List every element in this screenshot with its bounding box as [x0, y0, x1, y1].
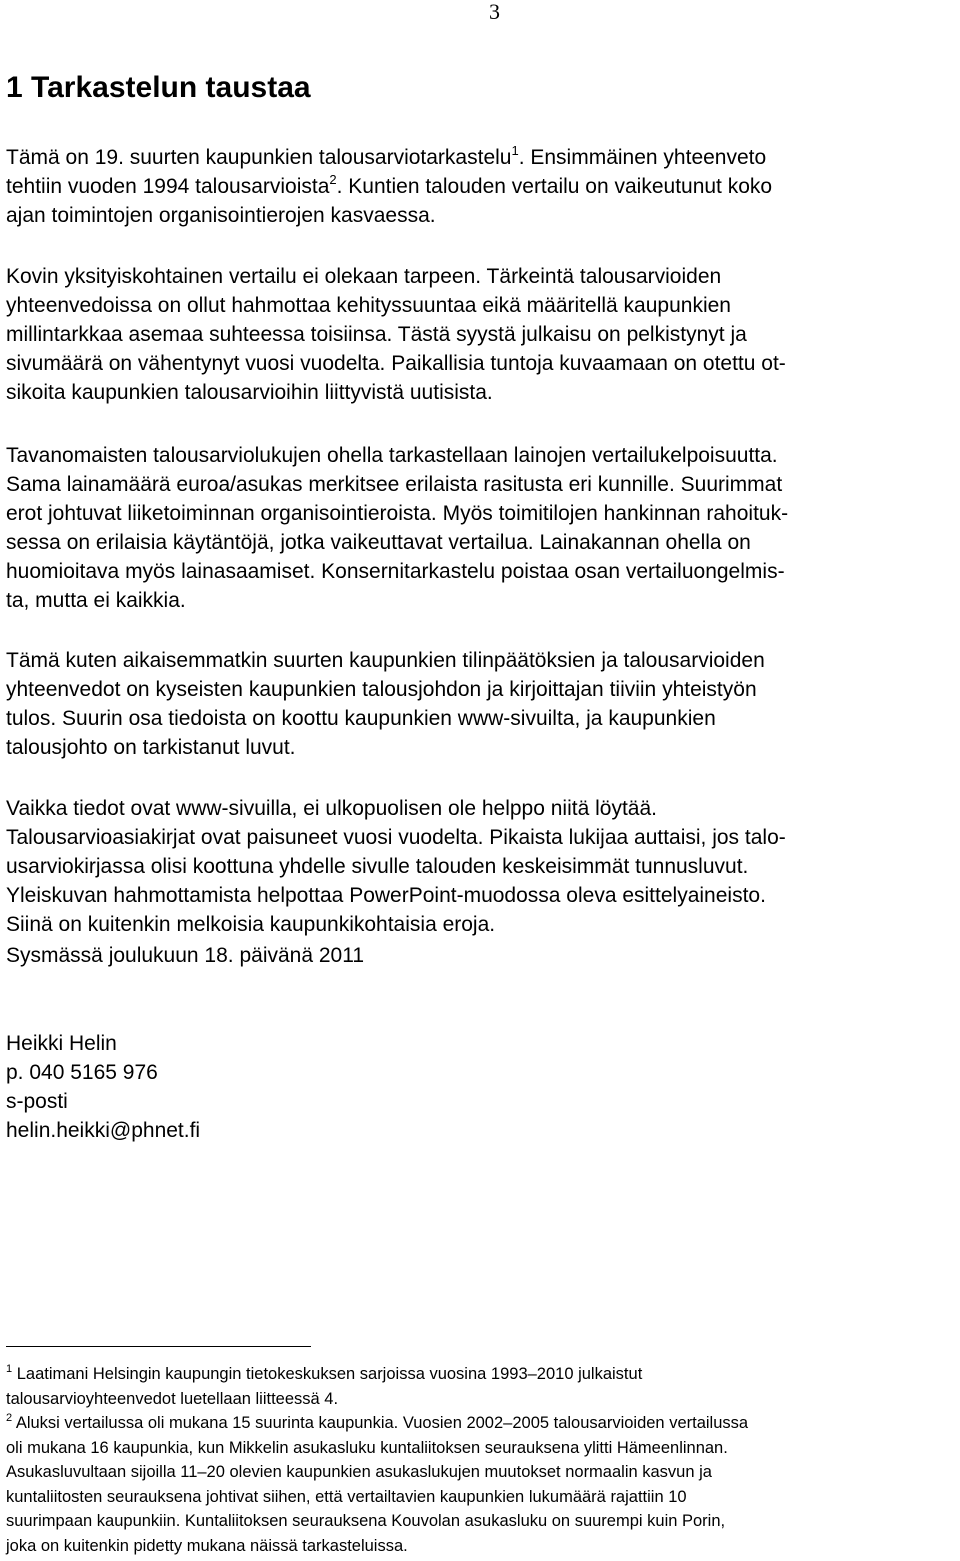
- paragraph-line: ajan toimintojen organisointierojen kasvaessa.: [6, 204, 436, 227]
- footnote-separator: [6, 1346, 311, 1347]
- footnote-line: oli mukana 16 kaupunkia, kun Mikkelin asukasluku kuntaliitoksen seurauksena ylitti Hämeenlinnan.: [6, 1438, 728, 1457]
- footnote-marker: 1: [6, 1362, 13, 1375]
- footnote-ref-1: 1: [511, 143, 519, 158]
- footnote-line: Asukasluvultaan sijoilla 11–20 olevien kaupunkien asukaslukujen muutokset normaalin kasvun ja: [6, 1463, 712, 1481]
- footnote-line: suurimpaan kaupunkiin. Kuntaliitoksen seurauksena Kouvolan asukasluku on suurempi kuin Porin,: [6, 1512, 726, 1530]
- page-number: 3: [489, 0, 500, 24]
- author-email: helin.heikki@phnet.fi: [6, 1119, 201, 1142]
- paragraph-line: usarviokirjassa olisi koottuna yhdelle sivulle talouden keskeisimmät tunnusluvut.: [6, 855, 749, 878]
- paragraph-line: tulos. Suurin osa tiedoista on koottu kaupunkien www-sivuilta, ja kaupunkien: [6, 707, 716, 730]
- footnote-1: [6, 1362, 960, 1411]
- author-contact: [6, 1029, 956, 1145]
- paragraph-line: sessa on erilaisia käytäntöjä, jotka vaikeuttavat vertailua. Lainakannan ohella on: [6, 531, 751, 554]
- section-heading: 1 Tarkastelun taustaa: [6, 71, 311, 104]
- paragraph-line: Tämä kuten aikaisemmatkin suurten kaupunkien tilinpäätöksien ja talousarvioiden: [6, 649, 765, 672]
- paragraph-line: Talousarvioasiakirjat ovat paisuneet vuosi vuodelta. Pikaista lukijaa auttaisi, jos talo-: [6, 826, 786, 849]
- paragraph-line: tehtiin vuoden 1994 talousarvioista$^2$. Kuntien talouden vertailu on vaikeutunut koko: [6, 172, 773, 198]
- footnote-line: joka on kuitenkin pidetty mukana näissä tarkasteluissa.: [6, 1536, 408, 1555]
- paragraph-intro: [6, 143, 956, 230]
- paragraph-loans: [6, 441, 956, 615]
- paragraph-line: millintarkkaa asemaa suhteessa toisiinsa. Tästä syystä julkaisu on pelkistynyt ja: [6, 323, 747, 346]
- paragraph-line: Kovin yksityiskohtainen vertailu ei olekaan tarpeen. Tärkeintä talousarvioiden: [6, 265, 722, 288]
- paragraph-line: talousjohto on tarkistanut luvut.: [6, 736, 296, 759]
- author-phone: p. 040 5165 976: [6, 1061, 158, 1084]
- paragraph-line: Siinä on kuitenkin melkoisia kaupunkikohtaisia eroja.: [6, 913, 496, 936]
- footnote-marker: 2: [6, 1411, 13, 1424]
- author-email-label: s-posti: [6, 1090, 68, 1113]
- date-line: [6, 941, 956, 970]
- paragraph-line: erot johtuvat liiketoiminnan organisointieroista. Myös toimitilojen hankinnan rahoituk-: [6, 502, 789, 525]
- paragraph-line: sivumäärä on vähentynyt vuosi vuodelta. Paikallisia tuntoja kuvaamaan on otettu ot-: [6, 352, 786, 375]
- paragraph-line: Tavanomaisten talousarviolukujen ohella tarkastellaan lainojen vertailukelpoisuutta.: [6, 444, 778, 467]
- paragraph-line: sikoita kaupunkien talousarvioihin liittyvistä uutisista.: [6, 381, 493, 404]
- footnote-ref-2: 2: [329, 172, 337, 187]
- paragraph-line: yhteenvedot on kyseisten kaupunkien talousjohdon ja kirjoittajan tiiviin yhteistyön: [6, 678, 757, 701]
- author-name: Heikki Helin: [6, 1032, 117, 1055]
- paragraph-line: Yleiskuvan hahmottamista helpottaa PowerPoint-muodossa oleva esittelyaineisto.: [6, 884, 766, 907]
- paragraph-websites: [6, 794, 956, 939]
- paragraph-cooperation: [6, 646, 956, 762]
- footnote-2: [6, 1411, 960, 1558]
- paragraph-line: Tämä on 19. suurten kaupunkien talousarviotarkastelu$^1$. Ensimmäinen yhteenveto: [6, 143, 767, 169]
- footnote-line: $^1$ Laatimani Helsingin kaupungin tietokeskuksen sarjoissa vuosina 1993–2010 julkaistut: [6, 1362, 643, 1383]
- footnote-line: $^2$ Aluksi vertailussa oli mukana 15 suurinta kaupunkia. Vuosien 2002–2005 talousarvioiden vertailussa: [6, 1411, 749, 1432]
- paragraph-line: Sama lainamäärä euroa/asukas merkitsee erilaista rasitusta eri kunnille. Suurimmat: [6, 473, 783, 496]
- paragraph-line: Sysmässä joulukuun 18. päivänä 2011: [6, 944, 365, 967]
- paragraph-line: yhteenvedoissa on ollut hahmottaa kehityssuuntaa eikä määritellä kaupunkien: [6, 294, 731, 317]
- footnote-line: kuntaliitosten seurauksena johtivat siihen, että vertailtavien kaupunkien lukumäärä rajattiin 10: [6, 1487, 687, 1506]
- paragraph-line: ta, mutta ei kaikkia.: [6, 589, 186, 612]
- footnote-line: talousarvioyhteenvedot luetellaan liitteessä 4.: [6, 1389, 339, 1408]
- paragraph-line: huomioitava myös lainasaamiset. Konsernitarkastelu poistaa osan vertailuongelmis-: [6, 560, 785, 583]
- paragraph-comparison: [6, 262, 956, 407]
- paragraph-line: Vaikka tiedot ovat www-sivuilla, ei ulkopuolisen ole helppo niitä löytää.: [6, 797, 657, 820]
